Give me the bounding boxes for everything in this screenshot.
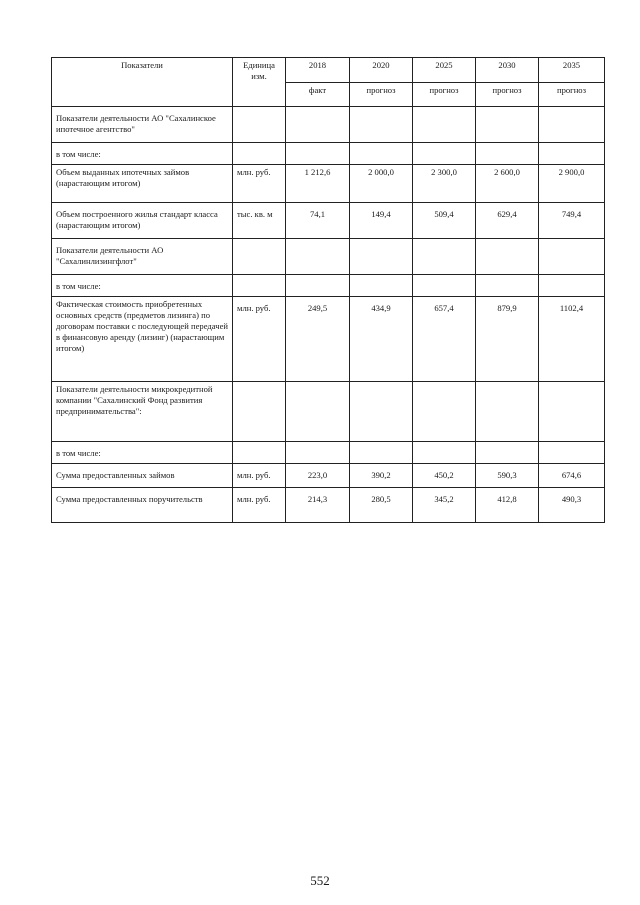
indicators-table <box>51 57 605 523</box>
row-value: 74,1 <box>286 203 350 239</box>
row-value <box>286 442 350 464</box>
header-year: 2020 <box>350 58 413 83</box>
row-value <box>413 275 476 297</box>
table-row <box>52 143 605 165</box>
row-unit <box>233 143 286 165</box>
row-value: 2 600,0 <box>476 165 539 203</box>
table-row <box>52 382 605 442</box>
row-unit: млн. руб. <box>233 464 286 488</box>
row-label: Показатели деятельности АО "Сахалинлизингфлот" <box>52 239 233 275</box>
header-kind: прогноз <box>350 83 413 107</box>
row-value <box>350 143 413 165</box>
row-value <box>350 239 413 275</box>
page-number: 552 <box>310 873 330 888</box>
row-value <box>476 239 539 275</box>
row-label: в том числе: <box>52 275 233 297</box>
header-year: 2030 <box>476 58 539 83</box>
row-value: 2 300,0 <box>413 165 476 203</box>
table-row <box>52 239 605 275</box>
row-label: Сумма предоставленных поручительств <box>52 488 233 523</box>
row-value <box>539 107 605 143</box>
header-row-years <box>52 58 605 83</box>
row-value: 2 900,0 <box>539 165 605 203</box>
row-value <box>286 239 350 275</box>
row-label: Показатели деятельности микрокредитной компании "Сахалинский Фонд развития предпринимательства": <box>52 382 233 442</box>
row-value <box>476 143 539 165</box>
row-value: 345,2 <box>413 488 476 523</box>
header-year: 2025 <box>413 58 476 83</box>
row-value <box>413 239 476 275</box>
header-kind: прогноз <box>539 83 605 107</box>
row-value <box>539 143 605 165</box>
row-label: Фактическая стоимость приобретенных основных средств (предметов лизинга) по договорам поставки с последующей передачей в финансовую аренду (лизинг) (нарастающим итогом) <box>52 297 233 382</box>
table-row <box>52 165 605 203</box>
row-value <box>286 275 350 297</box>
row-value <box>350 275 413 297</box>
row-unit <box>233 442 286 464</box>
row-value <box>476 442 539 464</box>
table-row <box>52 442 605 464</box>
table-row <box>52 297 605 382</box>
row-label: Сумма предоставленных займов <box>52 464 233 488</box>
row-value <box>539 382 605 442</box>
row-value <box>413 382 476 442</box>
row-value <box>286 143 350 165</box>
row-label: Объем построенного жилья стандарт класса (нарастающим итогом) <box>52 203 233 239</box>
row-value <box>286 382 350 442</box>
row-unit: тыс. кв. м <box>233 203 286 239</box>
row-value: 749,4 <box>539 203 605 239</box>
row-value: 674,6 <box>539 464 605 488</box>
row-value: 249,5 <box>286 297 350 382</box>
row-value: 214,3 <box>286 488 350 523</box>
row-value <box>413 107 476 143</box>
row-label: Объем выданных ипотечных займов (нарастающим итогом) <box>52 165 233 203</box>
row-unit: млн. руб. <box>233 488 286 523</box>
row-value: 412,8 <box>476 488 539 523</box>
row-value: 509,4 <box>413 203 476 239</box>
row-value: 879,9 <box>476 297 539 382</box>
row-value: 1 212,6 <box>286 165 350 203</box>
row-value <box>476 107 539 143</box>
row-value: 450,2 <box>413 464 476 488</box>
row-value: 629,4 <box>476 203 539 239</box>
row-label: в том числе: <box>52 442 233 464</box>
header-kind: прогноз <box>476 83 539 107</box>
header-kind: прогноз <box>413 83 476 107</box>
row-unit <box>233 275 286 297</box>
table-row <box>52 275 605 297</box>
row-value: 490,3 <box>539 488 605 523</box>
row-unit: млн. руб. <box>233 165 286 203</box>
table-row <box>52 107 605 143</box>
header-year: 2035 <box>539 58 605 83</box>
row-value <box>539 275 605 297</box>
row-value <box>413 442 476 464</box>
header-kind: факт <box>286 83 350 107</box>
row-unit <box>233 107 286 143</box>
row-value <box>476 275 539 297</box>
header-year: 2018 <box>286 58 350 83</box>
header-indicator: Показатели <box>52 58 233 107</box>
row-value <box>476 382 539 442</box>
row-unit: млн. руб. <box>233 297 286 382</box>
row-value: 390,2 <box>350 464 413 488</box>
row-value: 657,4 <box>413 297 476 382</box>
row-value: 434,9 <box>350 297 413 382</box>
row-value: 590,3 <box>476 464 539 488</box>
row-value <box>350 107 413 143</box>
row-value <box>350 442 413 464</box>
row-value <box>350 382 413 442</box>
row-label: Показатели деятельности АО "Сахалинское ипотечное агентство" <box>52 107 233 143</box>
row-value: 223,0 <box>286 464 350 488</box>
row-unit <box>233 382 286 442</box>
row-value: 1102,4 <box>539 297 605 382</box>
row-value: 280,5 <box>350 488 413 523</box>
header-unit: Единица изм. <box>233 58 286 107</box>
row-label: в том числе: <box>52 143 233 165</box>
row-value: 149,4 <box>350 203 413 239</box>
row-value <box>539 442 605 464</box>
row-value <box>413 143 476 165</box>
table-row <box>52 488 605 523</box>
row-value <box>539 239 605 275</box>
table-row <box>52 203 605 239</box>
row-value: 2 000,0 <box>350 165 413 203</box>
table-row <box>52 464 605 488</box>
row-value <box>286 107 350 143</box>
row-unit <box>233 239 286 275</box>
